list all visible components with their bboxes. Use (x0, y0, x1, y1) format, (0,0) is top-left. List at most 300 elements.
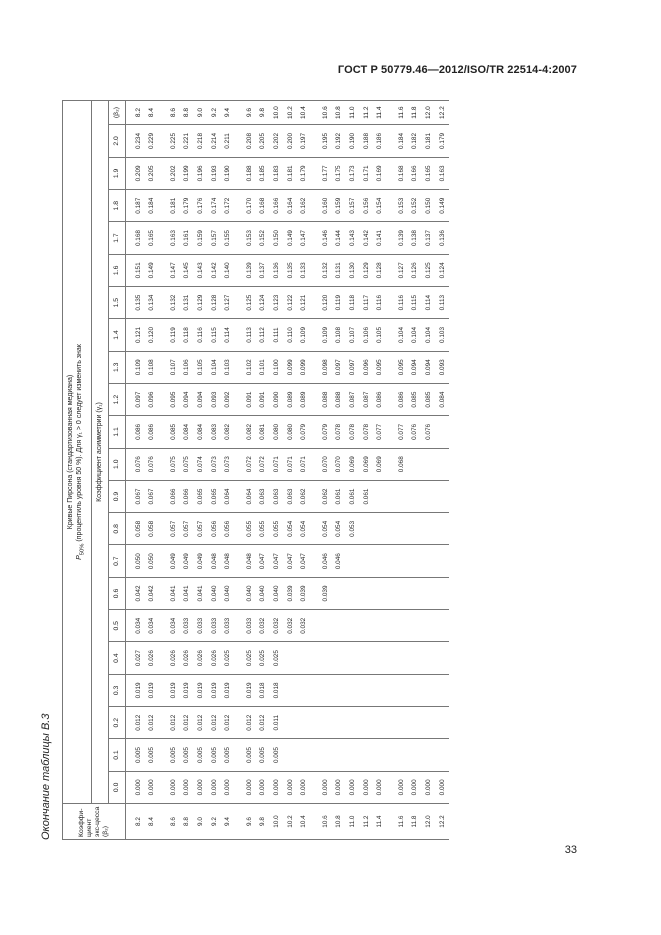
value-cell: 0.142 (360, 222, 374, 254)
kurtosis-repeat-cell: 10.0 (270, 101, 284, 125)
value-cell: 0.076 (422, 416, 436, 448)
spacer-cell (311, 771, 319, 803)
value-cell: 0.094 (422, 351, 436, 383)
value-cell: 0.025 (270, 642, 284, 674)
spacer-cell (387, 739, 395, 771)
value-cell: 0.090 (270, 383, 284, 415)
column-header: (β₂) (108, 101, 125, 125)
spacer-cell (311, 319, 319, 351)
value-cell (360, 610, 374, 642)
kurtosis-repeat-cell: 10.4 (297, 101, 311, 125)
table-row (422, 101, 436, 840)
value-cell: 0.114 (422, 287, 436, 319)
value-cell: 0.032 (284, 610, 298, 642)
table-body (125, 101, 449, 840)
spacer-cell (159, 642, 167, 674)
table-row (194, 101, 208, 840)
value-cell: 0.091 (256, 383, 270, 415)
value-cell: 0.032 (297, 610, 311, 642)
value-cell (408, 610, 422, 642)
value-cell: 0.098 (319, 351, 333, 383)
kurtosis-cell: 12.2 (436, 804, 450, 840)
value-cell (436, 448, 450, 480)
value-cell: 0.104 (395, 319, 409, 351)
kurtosis-cell: 11.6 (395, 804, 409, 840)
value-cell: 0.065 (194, 480, 208, 512)
value-cell: 0.165 (145, 222, 159, 254)
value-cell: 0.187 (125, 190, 145, 222)
value-cell: 0.202 (270, 125, 284, 158)
table-row (436, 101, 450, 840)
value-cell (395, 642, 409, 674)
value-cell: 0.118 (180, 319, 194, 351)
value-cell: 0.071 (284, 448, 298, 480)
value-cell: 0.103 (221, 351, 235, 383)
value-cell: 0.172 (221, 190, 235, 222)
value-cell: 0.066 (180, 480, 194, 512)
value-cell: 0.055 (270, 513, 284, 545)
value-cell: 0.107 (346, 319, 360, 351)
spacer-cell (387, 480, 395, 512)
spacer-cell (235, 383, 243, 415)
value-cell: 0.088 (319, 383, 333, 415)
value-cell (373, 642, 387, 674)
spacer-cell (311, 254, 319, 286)
kurtosis-repeat-cell: 10.2 (284, 101, 298, 125)
column-header: 1.3 (108, 351, 125, 383)
value-cell: 0.190 (346, 125, 360, 158)
value-cell (332, 642, 346, 674)
value-cell: 0.115 (408, 287, 422, 319)
spacer-cell (235, 319, 243, 351)
value-cell: 0.061 (346, 480, 360, 512)
spacer-cell (387, 101, 395, 125)
kurtosis-cell: 8.2 (125, 804, 145, 840)
value-cell: 0.061 (360, 480, 374, 512)
value-cell: 0.077 (395, 416, 409, 448)
value-cell (360, 545, 374, 577)
spacer-cell (311, 610, 319, 642)
column-header: 0.4 (108, 642, 125, 674)
value-cell: 0.058 (125, 513, 145, 545)
spacer-cell (159, 351, 167, 383)
value-cell (395, 674, 409, 706)
value-cell: 0.042 (125, 577, 145, 609)
value-cell: 0.012 (145, 707, 159, 739)
value-cell: 0.181 (422, 125, 436, 158)
column-header: 1.8 (108, 190, 125, 222)
kurtosis-repeat-cell: 11.8 (408, 101, 422, 125)
group-spacer (387, 101, 395, 840)
value-cell: 0.000 (360, 771, 374, 803)
table-row (270, 101, 284, 840)
value-cell (408, 545, 422, 577)
spacer-cell (159, 480, 167, 512)
document-header: ГОСТ Р 50779.46—2012/ISO/TR 22514-4:2007 (337, 64, 577, 76)
value-cell: 0.107 (167, 351, 181, 383)
value-cell: 0.064 (243, 480, 257, 512)
value-cell: 0.033 (221, 610, 235, 642)
value-cell: 0.138 (408, 222, 422, 254)
column-header: 1.1 (108, 416, 125, 448)
value-cell: 0.163 (436, 157, 450, 189)
value-cell: 0.110 (284, 319, 298, 351)
value-cell: 0.033 (180, 610, 194, 642)
column-header: 0.9 (108, 480, 125, 512)
value-cell (284, 674, 298, 706)
spacer-cell (311, 416, 319, 448)
spacer-cell (235, 190, 243, 222)
kurtosis-cell: 9.4 (221, 804, 235, 840)
value-cell: 0.000 (284, 771, 298, 803)
value-cell: 0.067 (125, 480, 145, 512)
value-cell: 0.164 (284, 190, 298, 222)
table-row (145, 101, 159, 840)
value-cell: 0.095 (373, 351, 387, 383)
value-cell: 0.184 (395, 125, 409, 158)
value-cell: 0.032 (256, 610, 270, 642)
value-cell: 0.075 (180, 448, 194, 480)
spacer-cell (159, 222, 167, 254)
value-cell: 0.136 (270, 254, 284, 286)
value-cell: 0.205 (256, 125, 270, 158)
value-cell (408, 480, 422, 512)
value-cell (408, 739, 422, 771)
value-cell: 0.131 (332, 254, 346, 286)
spacer-cell (235, 101, 243, 125)
value-cell: 0.074 (194, 448, 208, 480)
value-cell (422, 577, 436, 609)
value-cell: 0.072 (243, 448, 257, 480)
value-cell (408, 448, 422, 480)
spacer-cell (387, 254, 395, 286)
kurtosis-repeat-cell: 11.2 (360, 101, 374, 125)
value-cell: 0.079 (319, 416, 333, 448)
column-header: 0.2 (108, 707, 125, 739)
value-cell: 0.165 (422, 157, 436, 189)
value-cell: 0.032 (270, 610, 284, 642)
value-cell: 0.124 (436, 254, 450, 286)
value-cell: 0.057 (194, 513, 208, 545)
value-cell: 0.050 (145, 545, 159, 577)
spacer-cell (311, 222, 319, 254)
kurtosis-cell: 9.8 (256, 804, 270, 840)
spacer-cell (159, 157, 167, 189)
value-cell: 0.019 (167, 674, 181, 706)
value-cell (408, 707, 422, 739)
value-cell: 0.127 (395, 254, 409, 286)
value-cell: 0.000 (346, 771, 360, 803)
kurtosis-cell: 11.0 (346, 804, 360, 840)
value-cell (436, 480, 450, 512)
value-cell: 0.179 (297, 157, 311, 189)
value-cell: 0.071 (270, 448, 284, 480)
spacer-cell (387, 577, 395, 609)
spacer-cell (159, 707, 167, 739)
value-cell: 0.133 (297, 254, 311, 286)
spacer-cell (311, 480, 319, 512)
spacer-cell (235, 771, 243, 803)
value-cell: 0.120 (319, 287, 333, 319)
value-cell: 0.084 (194, 416, 208, 448)
value-cell: 0.086 (125, 416, 145, 448)
value-cell: 0.018 (256, 674, 270, 706)
kurtosis-repeat-cell: 10.8 (332, 101, 346, 125)
spacer-cell (311, 707, 319, 739)
value-cell: 0.152 (256, 222, 270, 254)
kurtosis-repeat-cell: 9.2 (208, 101, 222, 125)
column-header: 0.0 (108, 771, 125, 803)
spacer-cell (235, 545, 243, 577)
value-cell: 0.168 (395, 157, 409, 189)
spacer-cell (159, 674, 167, 706)
column-header: 0.5 (108, 610, 125, 642)
column-header-row (108, 101, 125, 840)
value-cell: 0.041 (194, 577, 208, 609)
value-cell: 0.039 (319, 577, 333, 609)
table-title-line2-text: (процентиль уровня 50 %). Для γ₁ > 0 следует изменить знак (76, 344, 84, 544)
kurtosis-repeat-cell: 10.6 (319, 101, 333, 125)
value-cell: 0.184 (145, 190, 159, 222)
spacer-cell (387, 125, 395, 158)
table-row (408, 101, 422, 840)
value-cell (436, 674, 450, 706)
value-cell: 0.026 (167, 642, 181, 674)
value-cell (360, 642, 374, 674)
kurtosis-repeat-cell: 8.2 (125, 101, 145, 125)
value-cell: 0.104 (422, 319, 436, 351)
value-cell: 0.012 (221, 707, 235, 739)
value-cell: 0.075 (167, 448, 181, 480)
spacer-cell (235, 222, 243, 254)
value-cell (284, 739, 298, 771)
value-cell: 0.000 (208, 771, 222, 803)
kurtosis-cell: 9.0 (194, 804, 208, 840)
kurtosis-repeat-cell: 11.6 (395, 101, 409, 125)
spacer-cell (387, 513, 395, 545)
value-cell (436, 610, 450, 642)
value-cell (319, 642, 333, 674)
value-cell (297, 707, 311, 739)
value-cell: 0.086 (145, 416, 159, 448)
spacer-cell (311, 383, 319, 415)
value-cell (332, 739, 346, 771)
spacer-cell (387, 287, 395, 319)
value-cell: 0.047 (256, 545, 270, 577)
value-cell (332, 577, 346, 609)
value-cell: 0.069 (373, 448, 387, 480)
kurtosis-repeat-cell: 9.0 (194, 101, 208, 125)
table-title-line1: Кривые Пирсона (стандартизованная медиана) (67, 374, 74, 530)
table-row (284, 101, 298, 840)
value-cell: 0.000 (422, 771, 436, 803)
value-cell: 0.070 (319, 448, 333, 480)
spacer-cell (387, 383, 395, 415)
value-cell (297, 642, 311, 674)
value-cell: 0.055 (243, 513, 257, 545)
value-cell: 0.026 (194, 642, 208, 674)
value-cell: 0.114 (221, 319, 235, 351)
value-cell: 0.069 (360, 448, 374, 480)
spacer-cell (235, 707, 243, 739)
value-cell: 0.000 (332, 771, 346, 803)
value-cell (422, 448, 436, 480)
spacer-cell (235, 674, 243, 706)
value-cell (360, 577, 374, 609)
kurtosis-repeat-cell: 9.8 (256, 101, 270, 125)
value-cell: 0.019 (194, 674, 208, 706)
value-cell: 0.005 (256, 739, 270, 771)
page-number: 33 (564, 844, 577, 856)
value-cell: 0.137 (256, 254, 270, 286)
spacer-cell (159, 101, 167, 125)
value-cell: 0.153 (243, 222, 257, 254)
table-caption: Окончание таблицы В.3 (40, 713, 52, 840)
value-cell (422, 545, 436, 577)
value-cell (346, 674, 360, 706)
value-cell: 0.065 (208, 480, 222, 512)
value-cell: 0.112 (256, 319, 270, 351)
value-cell (408, 513, 422, 545)
value-cell: 0.034 (167, 610, 181, 642)
value-cell (346, 642, 360, 674)
value-cell: 0.000 (221, 771, 235, 803)
value-cell: 0.046 (319, 545, 333, 577)
value-cell (319, 610, 333, 642)
value-cell (284, 707, 298, 739)
value-cell: 0.193 (208, 157, 222, 189)
column-header: 0.8 (108, 513, 125, 545)
table-title (63, 101, 92, 804)
value-cell (297, 674, 311, 706)
spacer-cell (159, 804, 167, 840)
value-cell: 0.000 (436, 771, 450, 803)
spacer-cell (235, 610, 243, 642)
value-cell: 0.056 (221, 513, 235, 545)
value-cell: 0.132 (319, 254, 333, 286)
value-cell (360, 739, 374, 771)
value-cell: 0.076 (408, 416, 422, 448)
column-header: 1.5 (108, 287, 125, 319)
spacer-cell (159, 577, 167, 609)
value-cell: 0.139 (243, 254, 257, 286)
value-cell (373, 545, 387, 577)
value-cell: 0.174 (208, 190, 222, 222)
value-cell: 0.019 (221, 674, 235, 706)
value-cell (373, 480, 387, 512)
spacer-cell (311, 287, 319, 319)
value-cell: 0.188 (243, 157, 257, 189)
value-cell: 0.146 (319, 222, 333, 254)
spacer-cell (159, 545, 167, 577)
value-cell: 0.049 (180, 545, 194, 577)
value-cell: 0.159 (194, 222, 208, 254)
value-cell: 0.199 (180, 157, 194, 189)
spacer-cell (235, 157, 243, 189)
skewness-header: Коэффициент асимметрии (γ₁) (91, 101, 108, 804)
value-cell: 0.117 (360, 287, 374, 319)
value-cell: 0.104 (408, 319, 422, 351)
spacer-cell (387, 222, 395, 254)
value-cell: 0.149 (284, 222, 298, 254)
value-cell: 0.012 (243, 707, 257, 739)
value-cell: 0.166 (408, 157, 422, 189)
value-cell: 0.094 (194, 383, 208, 415)
spacer-cell (311, 513, 319, 545)
value-cell: 0.084 (180, 416, 194, 448)
value-cell: 0.047 (270, 545, 284, 577)
value-cell (297, 739, 311, 771)
value-cell (408, 674, 422, 706)
value-cell: 0.123 (270, 287, 284, 319)
value-cell: 0.181 (167, 190, 181, 222)
spacer-cell (159, 513, 167, 545)
column-header: 2.0 (108, 125, 125, 158)
value-cell: 0.109 (319, 319, 333, 351)
value-cell: 0.005 (145, 739, 159, 771)
value-cell: 0.048 (221, 545, 235, 577)
value-cell: 0.079 (297, 416, 311, 448)
value-cell (436, 707, 450, 739)
value-cell: 0.214 (208, 125, 222, 158)
value-cell (360, 674, 374, 706)
kurtosis-cell: 10.6 (319, 804, 333, 840)
value-cell: 0.086 (373, 383, 387, 415)
value-cell: 0.011 (270, 707, 284, 739)
kurtosis-cell: 12.0 (422, 804, 436, 840)
spacer-cell (235, 642, 243, 674)
value-cell (408, 577, 422, 609)
value-cell: 0.025 (221, 642, 235, 674)
spacer-cell (387, 610, 395, 642)
value-cell: 0.056 (208, 513, 222, 545)
value-cell: 0.027 (125, 642, 145, 674)
value-cell: 0.121 (125, 319, 145, 351)
value-cell: 0.177 (319, 157, 333, 189)
pearson-median-table (62, 100, 449, 840)
value-cell: 0.124 (256, 287, 270, 319)
value-cell: 0.150 (270, 222, 284, 254)
spacer-cell (235, 287, 243, 319)
value-cell: 0.094 (408, 351, 422, 383)
value-cell: 0.208 (243, 125, 257, 158)
value-cell (332, 707, 346, 739)
value-cell (373, 610, 387, 642)
column-header: 0.7 (108, 545, 125, 577)
value-cell: 0.000 (395, 771, 409, 803)
value-cell (395, 707, 409, 739)
value-cell: 0.085 (408, 383, 422, 415)
value-cell: 0.063 (256, 480, 270, 512)
value-cell: 0.080 (270, 416, 284, 448)
column-header: 0.3 (108, 674, 125, 706)
kurtosis-cell: 8.6 (167, 804, 181, 840)
value-cell: 0.100 (270, 351, 284, 383)
value-cell: 0.116 (194, 319, 208, 351)
value-cell: 0.057 (180, 513, 194, 545)
value-cell: 0.147 (167, 254, 181, 286)
value-cell: 0.109 (297, 319, 311, 351)
value-cell (395, 577, 409, 609)
value-cell (346, 577, 360, 609)
table-row (297, 101, 311, 840)
value-cell: 0.039 (284, 577, 298, 609)
value-cell: 0.089 (284, 383, 298, 415)
table-row (256, 101, 270, 840)
value-cell: 0.058 (145, 513, 159, 545)
rotated-table-area (40, 100, 600, 840)
value-cell: 0.086 (395, 383, 409, 415)
